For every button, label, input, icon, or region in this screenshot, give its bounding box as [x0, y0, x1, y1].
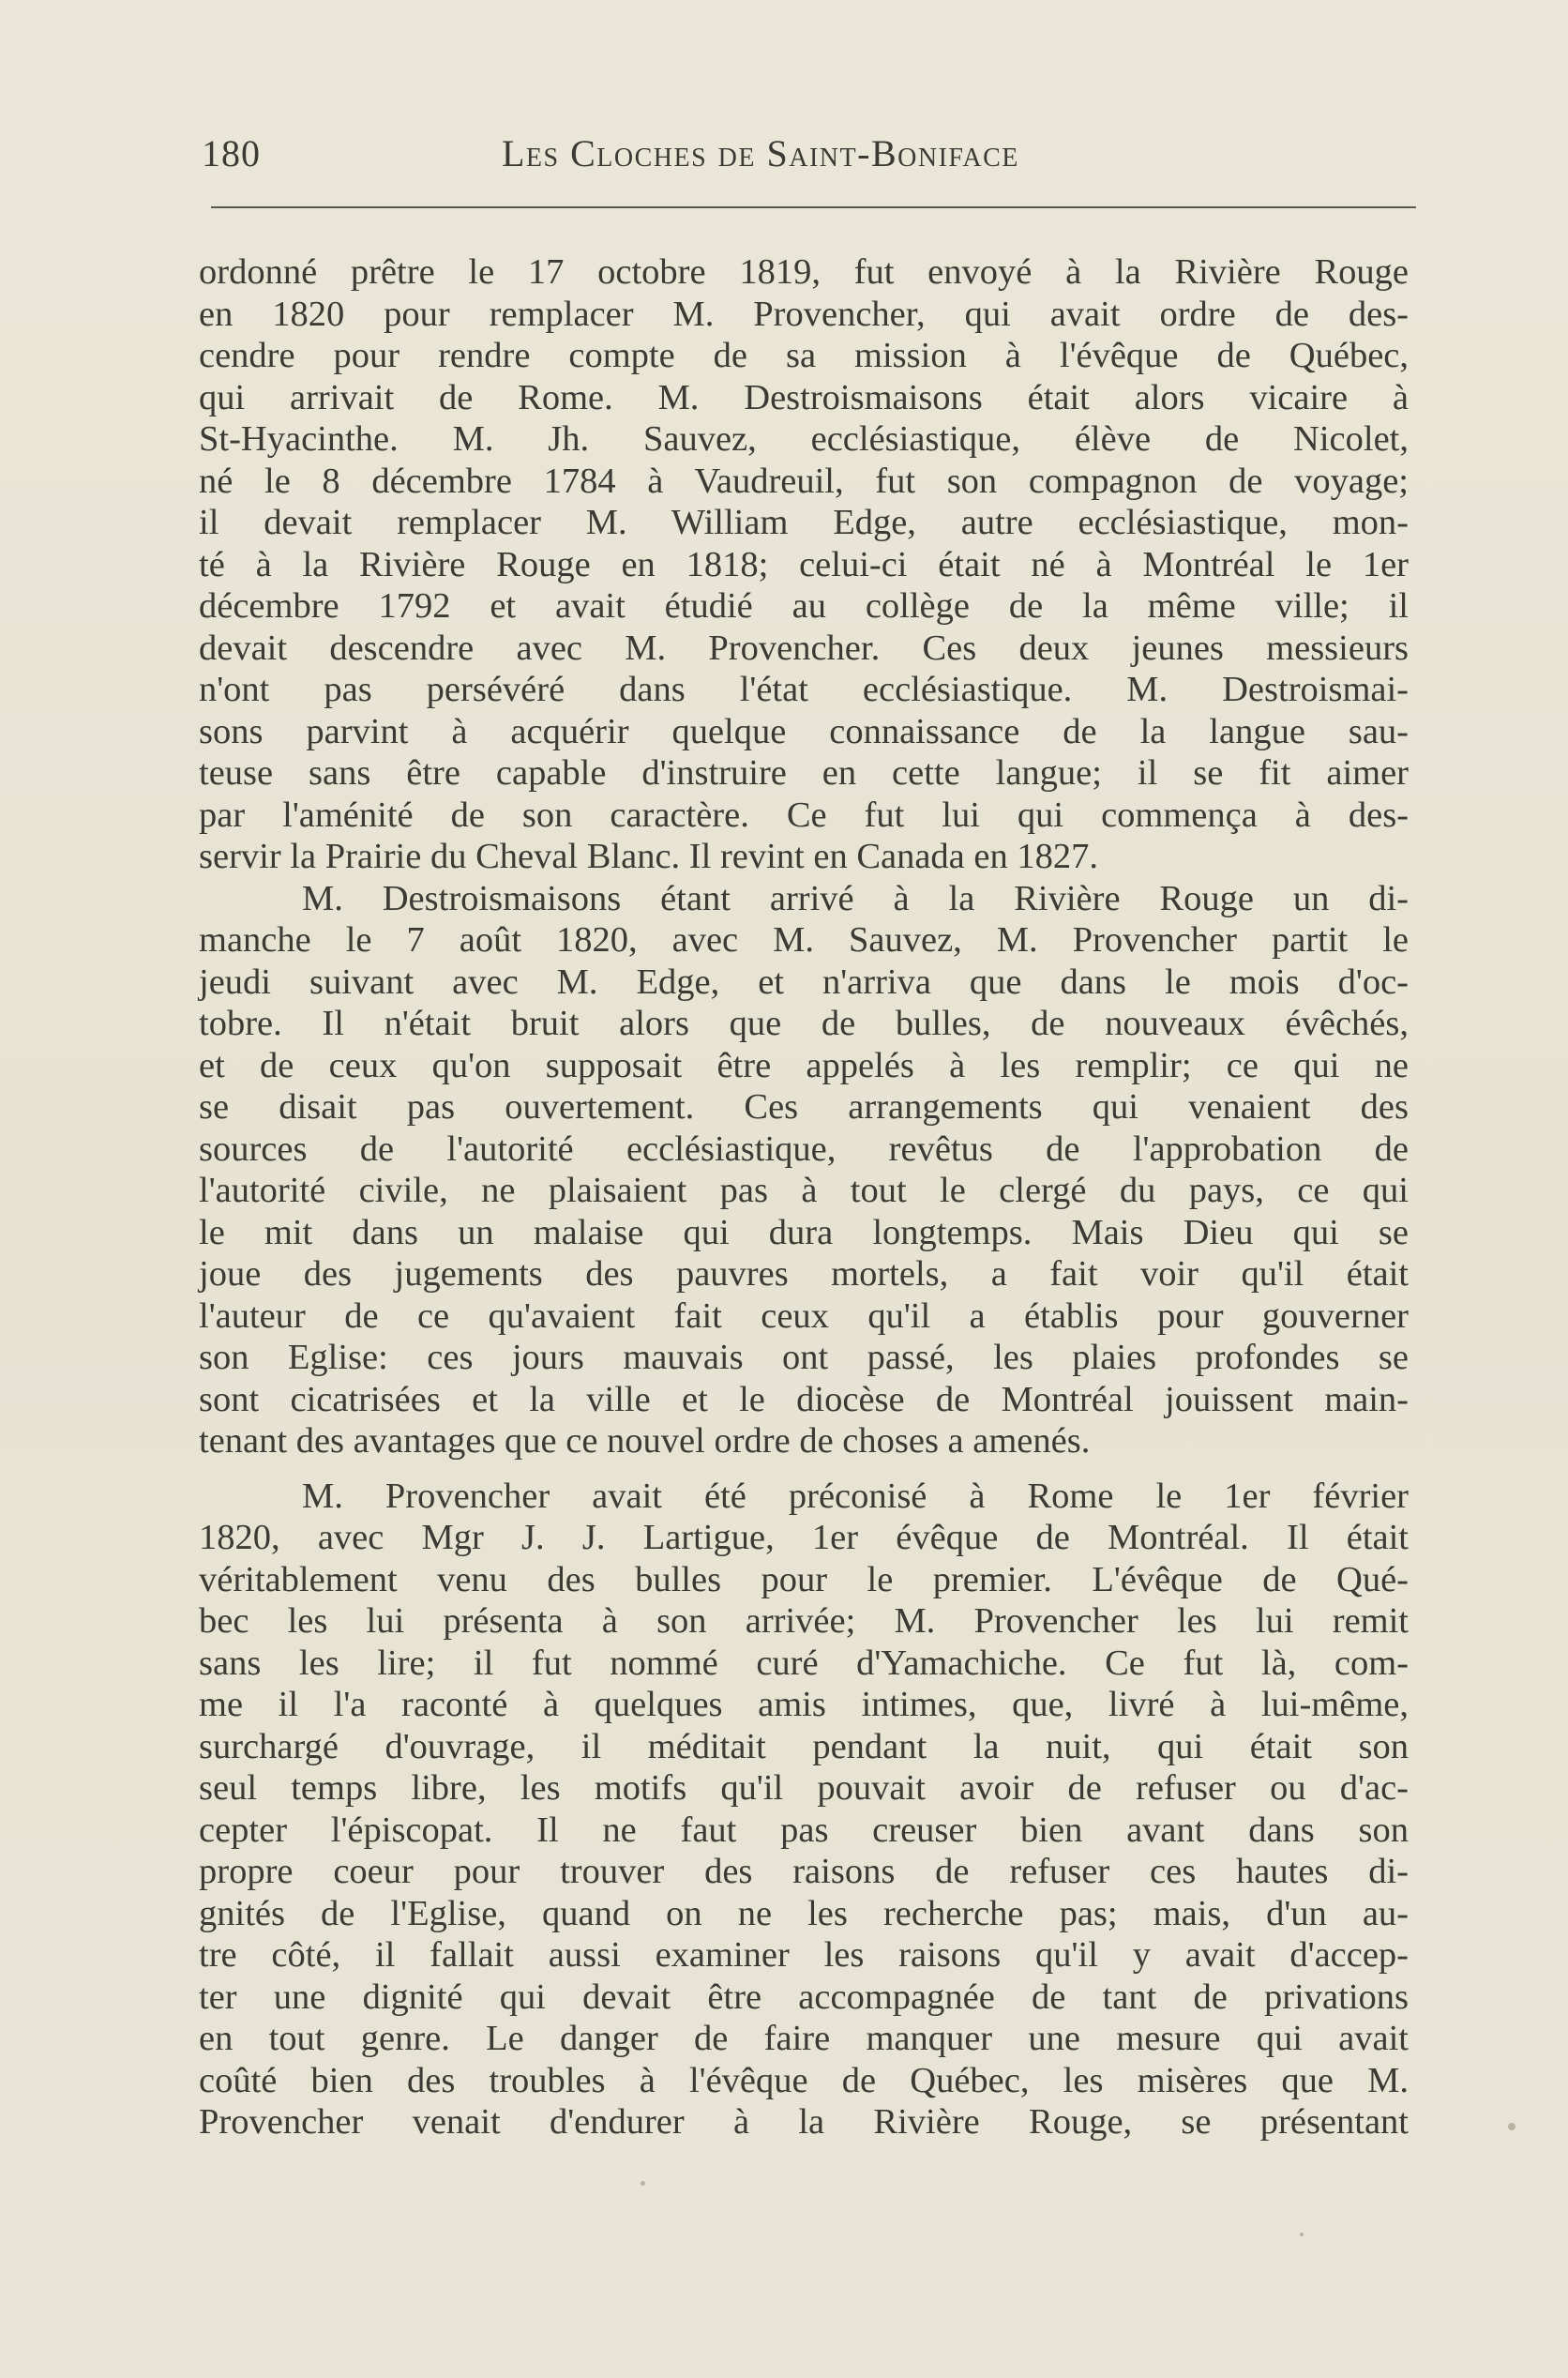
paper-speck — [641, 2181, 645, 2186]
paragraph-1 — [199, 251, 1409, 878]
running-title: Les Cloches de Saint-Boniface — [502, 132, 1019, 174]
paragraph-2 — [199, 878, 1409, 1462]
text-line: sons parvint à acquérir quelque connaissance de la langue sau- — [199, 711, 1409, 751]
body-text — [199, 251, 1409, 2143]
text-line: l'auteur de ce qu'avaient fait ceux qu'il a établis pour gouverner — [199, 1295, 1409, 1336]
text-line: servir la Prairie du Cheval Blanc. Il revint en Canada en 1827. — [199, 837, 1098, 876]
text-line: manche le 7 août 1820, avec M. Sauvez, M. Provencher partit le — [199, 920, 1409, 960]
text-line: se disait pas ouvertement. Ces arrangements qui venaient des — [199, 1087, 1409, 1127]
text-line: St-Hyacinthe. M. Jh. Sauvez, ecclésiastique, élève de Nicolet, — [199, 419, 1409, 459]
text-line: tre côté, il fallait aussi examiner les raisons qu'il y avait d'accep- — [199, 1935, 1409, 1975]
text-line: surchargé d'ouvrage, il méditait pendant la nuit, qui était son — [199, 1726, 1409, 1766]
text-line: gnités de l'Eglise, quand on ne les recherche pas; mais, d'un au- — [199, 1893, 1409, 1933]
text-line: et de ceux qu'on supposait être appelés à les remplir; ce qui ne — [199, 1045, 1409, 1085]
text-line: décembre 1792 et avait étudié au collège de la même ville; il — [199, 586, 1409, 626]
text-line: il devait remplacer M. William Edge, autre ecclésiastique, mon- — [199, 503, 1409, 542]
text-line: véritablement venu des bulles pour le premier. L'évêque de Qué- — [199, 1559, 1409, 1599]
page-header — [202, 131, 1416, 188]
header-rule — [211, 206, 1416, 208]
text-line: té à la Rivière Rouge en 1818; celui-ci était né à Montréal le 1er — [199, 544, 1409, 584]
text-line: ter une dignité qui devait être accompagnée de tant de privations — [199, 1977, 1409, 2017]
paper-speck — [1508, 2123, 1515, 2130]
text-line: M. Provencher avait été préconisé à Rome le 1er février — [302, 1476, 1409, 1516]
text-line: qui arrivait de Rome. M. Destroismaisons était alors vicaire à — [199, 377, 1409, 417]
text-line: par l'aménité de son caractère. Ce fut lui qui commença à des- — [199, 795, 1409, 835]
text-line: ordonné prêtre le 17 octobre 1819, fut envoyé à la Rivière Rouge — [199, 252, 1409, 292]
text-line: n'ont pas persévéré dans l'état ecclésiastique. M. Destroismai- — [199, 670, 1409, 709]
text-line: me il l'a raconté à quelques amis intimes, que, livré à lui-même, — [199, 1685, 1409, 1724]
text-line: coûté bien des troubles à l'évêque de Québec, les misères que M. — [199, 2060, 1409, 2100]
text-line: joue des jugements des pauvres mortels, a fait voir qu'il était — [199, 1254, 1409, 1294]
text-line: devait descendre avec M. Provencher. Ces deux jeunes messieurs — [199, 628, 1409, 668]
text-line: jeudi suivant avec M. Edge, et n'arriva que dans le mois d'oc- — [199, 962, 1409, 1002]
text-line: tobre. Il n'était bruit alors que de bulles, de nouveaux évêchés, — [199, 1004, 1409, 1043]
text-line: le mit dans un malaise qui dura longtemps. Mais Dieu qui se — [199, 1212, 1409, 1252]
text-line: en 1820 pour remplacer M. Provencher, qui avait ordre de des- — [199, 294, 1409, 334]
text-line: sources de l'autorité ecclésiastique, revêtus de l'approbation de — [199, 1128, 1409, 1169]
paragraph-spacer — [199, 1462, 1409, 1476]
text-line: 1820, avec Mgr J. J. Lartigue, 1er évêque de Montréal. Il était — [199, 1518, 1409, 1557]
text-line: né le 8 décembre 1784 à Vaudreuil, fut son compagnon de voyage; — [199, 461, 1409, 501]
text-line: tenant des avantages que ce nouvel ordre de choses a amenés. — [199, 1421, 1091, 1461]
text-line: son Eglise: ces jours mauvais ont passé, les plaies profondes se — [199, 1338, 1409, 1377]
text-line: Provencher venait d'endurer à la Rivière Rouge, se présentant — [199, 2102, 1409, 2142]
text-line: cendre pour rendre compte de sa mission à l'évêque de Québec, — [199, 336, 1409, 375]
text-line: M. Destroismaisons étant arrivé à la Rivière Rouge un di- — [302, 878, 1409, 918]
text-line: l'autorité civile, ne plaisaient pas à tout le clergé du pays, ce qui — [199, 1171, 1409, 1210]
text-line: en tout genre. Le danger de faire manquer une mesure qui avait — [199, 2019, 1409, 2058]
text-line: sans les lire; il fut nommé curé d'Yamachiche. Ce fut là, com- — [199, 1643, 1409, 1683]
text-line: sont cicatrisées et la ville et le diocèse de Montréal jouissent main- — [199, 1379, 1409, 1419]
text-line: cepter l'épiscopat. Il ne faut pas creuser bien avant dans son — [199, 1810, 1409, 1850]
text-line: teuse sans être capable d'instruire en cette langue; il se fit aimer — [199, 753, 1409, 793]
paragraph-3 — [199, 1476, 1409, 2143]
text-line: propre coeur pour trouver des raisons de refuser ces hautes di- — [199, 1852, 1409, 1891]
text-line: seul temps libre, les motifs qu'il pouvait avoir de refuser ou d'ac- — [199, 1768, 1409, 1808]
page-number: 180 — [202, 132, 261, 174]
paper-speck — [1300, 2233, 1304, 2236]
text-line: bec les lui présenta à son arrivée; M. Provencher les lui remit — [199, 1601, 1409, 1641]
